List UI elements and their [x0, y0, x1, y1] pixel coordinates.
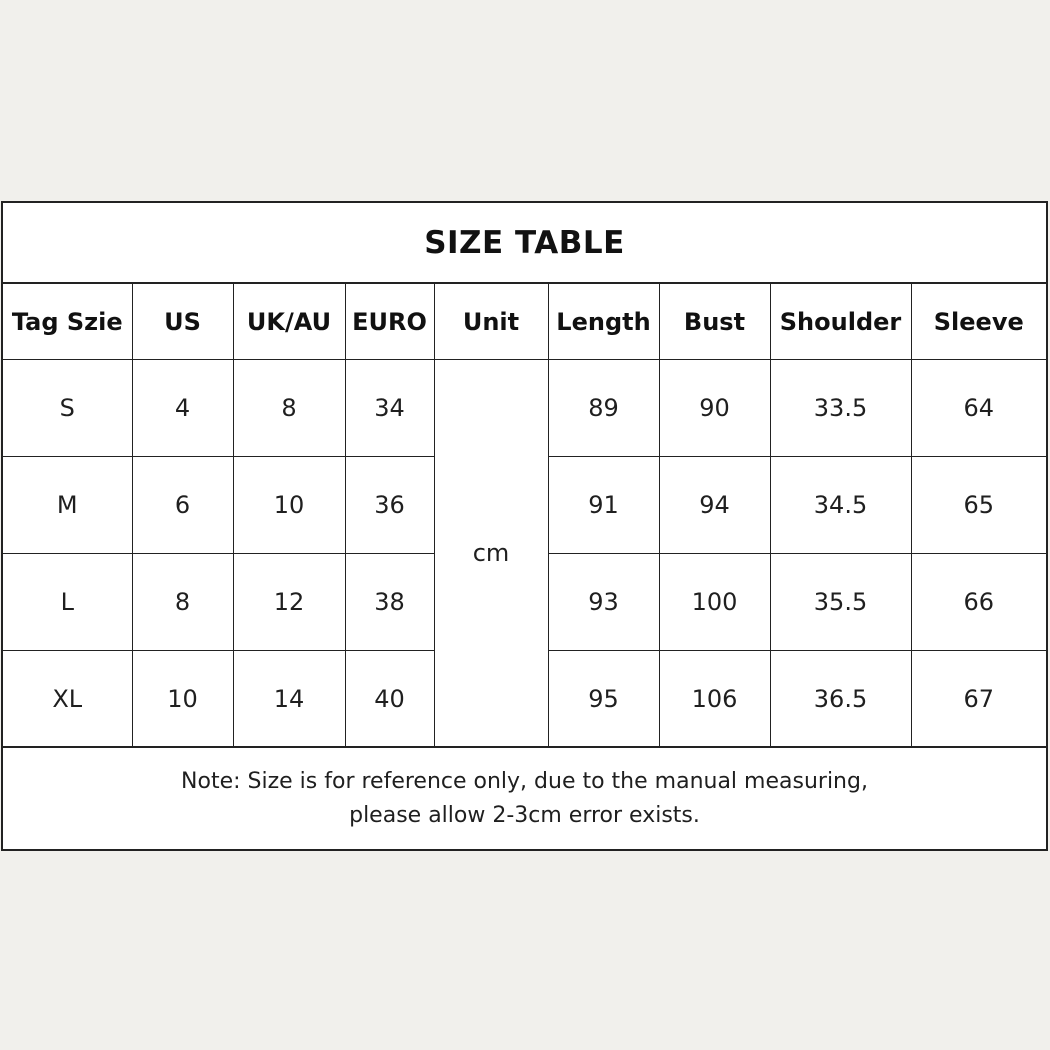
us-size-cell: 6: [132, 457, 233, 554]
note-line-2: please allow 2-3cm error exists.: [349, 802, 700, 828]
length-cell: 95: [548, 651, 659, 748]
column-header-unit: Unit: [434, 284, 548, 360]
measurement-note: [3, 746, 1046, 849]
sleeve-cell: 67: [911, 651, 1046, 748]
sleeve-cell: 66: [911, 554, 1046, 651]
euro-size-cell: 34: [345, 360, 434, 457]
column-header-sleeve: Sleeve: [911, 284, 1046, 360]
bust-cell: 100: [659, 554, 770, 651]
bust-cell: 94: [659, 457, 770, 554]
uk-au-size-cell: 12: [233, 554, 345, 651]
bust-cell: 90: [659, 360, 770, 457]
sleeve-cell: 64: [911, 360, 1046, 457]
euro-size-cell: 38: [345, 554, 434, 651]
us-size-cell: 8: [132, 554, 233, 651]
euro-size-cell: 40: [345, 651, 434, 748]
tag-size-cell: XL: [3, 651, 132, 748]
column-header-euro: EURO: [345, 284, 434, 360]
shoulder-cell: 35.5: [770, 554, 911, 651]
shoulder-cell: 33.5: [770, 360, 911, 457]
table-row: [3, 360, 1046, 457]
header-row: [3, 284, 1046, 360]
unit-cell: cm: [434, 360, 548, 748]
uk-au-size-cell: 14: [233, 651, 345, 748]
note-line-1: Note: Size is for reference only, due to the manual measuring,: [181, 768, 868, 794]
column-header-tag-size: Tag Szie: [3, 284, 132, 360]
column-header-us: US: [132, 284, 233, 360]
uk-au-size-cell: 10: [233, 457, 345, 554]
size-table: [3, 284, 1046, 748]
column-header-bust: Bust: [659, 284, 770, 360]
column-header-shoulder: Shoulder: [770, 284, 911, 360]
us-size-cell: 4: [132, 360, 233, 457]
tag-size-cell: L: [3, 554, 132, 651]
shoulder-cell: 34.5: [770, 457, 911, 554]
column-header-length: Length: [548, 284, 659, 360]
sleeve-cell: 65: [911, 457, 1046, 554]
length-cell: 93: [548, 554, 659, 651]
euro-size-cell: 36: [345, 457, 434, 554]
tag-size-cell: S: [3, 360, 132, 457]
us-size-cell: 10: [132, 651, 233, 748]
column-header-uk-au: UK/AU: [233, 284, 345, 360]
uk-au-size-cell: 8: [233, 360, 345, 457]
bust-cell: 106: [659, 651, 770, 748]
length-cell: 89: [548, 360, 659, 457]
shoulder-cell: 36.5: [770, 651, 911, 748]
length-cell: 91: [548, 457, 659, 554]
size-chart: [1, 201, 1048, 851]
tag-size-cell: M: [3, 457, 132, 554]
size-table-title: SIZE TABLE: [3, 203, 1046, 284]
